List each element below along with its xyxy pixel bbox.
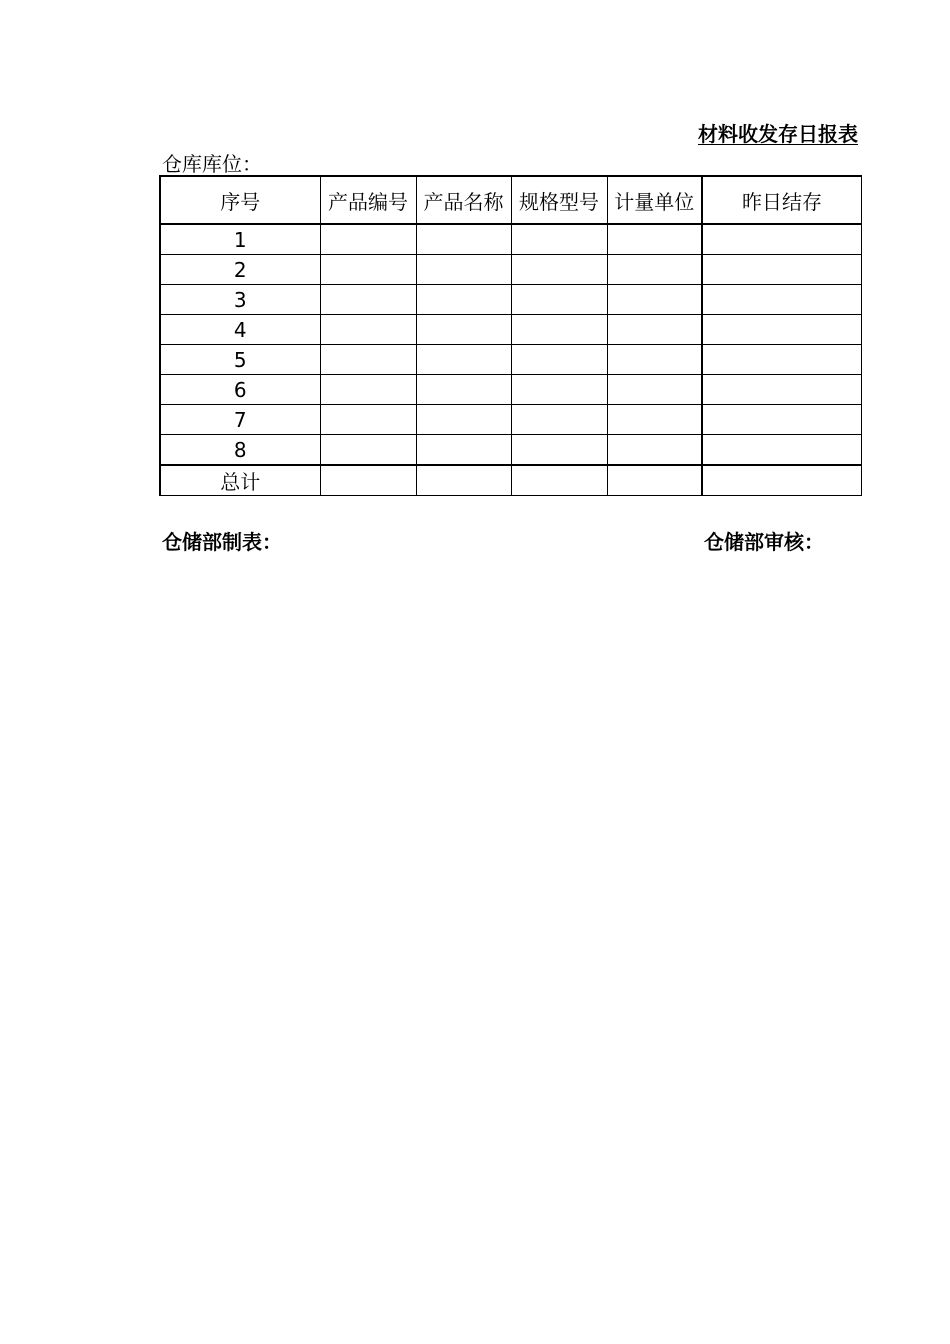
table-cell[interactable] [607, 255, 702, 285]
table-cell[interactable] [511, 345, 607, 375]
table-cell[interactable] [416, 255, 511, 285]
table-cell[interactable] [702, 465, 862, 496]
row-serial-cell: 4 [160, 315, 320, 345]
table-cell[interactable] [607, 224, 702, 255]
table-cell[interactable] [511, 255, 607, 285]
header-cell-spec-model: 规格型号 [511, 176, 607, 224]
table-cell[interactable] [702, 255, 862, 285]
table-total-row [160, 465, 862, 496]
table-cell[interactable] [416, 224, 511, 255]
table-row [160, 375, 862, 405]
report-title: 材料收发存日报表 [698, 122, 858, 146]
table-cell[interactable] [416, 375, 511, 405]
header-cell-product-name: 产品名称 [416, 176, 511, 224]
table-cell[interactable] [320, 315, 416, 345]
table-cell[interactable] [320, 345, 416, 375]
table-cell[interactable] [702, 435, 862, 466]
table-row [160, 315, 862, 345]
table-cell[interactable] [607, 345, 702, 375]
table-cell[interactable] [416, 285, 511, 315]
warehouse-location-label: 仓库库位： [162, 152, 262, 176]
table-cell[interactable] [416, 435, 511, 466]
reviewed-by-label: 仓储部审核： [704, 530, 824, 554]
row-serial-cell: 7 [160, 405, 320, 435]
table-row [160, 285, 862, 315]
row-serial-cell: 8 [160, 435, 320, 466]
row-serial-cell: 1 [160, 224, 320, 255]
table-cell[interactable] [320, 405, 416, 435]
table-cell[interactable] [607, 285, 702, 315]
title-clip [690, 114, 861, 148]
table-cell[interactable] [702, 285, 862, 315]
table-cell[interactable] [320, 285, 416, 315]
header-cell-product-code: 产品编号 [320, 176, 416, 224]
table-cell[interactable] [416, 345, 511, 375]
table-cell[interactable] [702, 375, 862, 405]
table-cell[interactable] [702, 405, 862, 435]
row-serial-cell: 5 [160, 345, 320, 375]
table-cell[interactable] [607, 435, 702, 466]
table-cell[interactable] [607, 405, 702, 435]
table-cell[interactable] [607, 315, 702, 345]
table-cell[interactable] [511, 224, 607, 255]
table-cell[interactable] [320, 435, 416, 466]
report-table [159, 175, 862, 496]
table-row [160, 435, 862, 466]
table-cell[interactable] [511, 315, 607, 345]
row-serial-cell: 3 [160, 285, 320, 315]
table-cell[interactable] [511, 405, 607, 435]
table-cell[interactable] [320, 224, 416, 255]
table-cell[interactable] [511, 375, 607, 405]
table-cell[interactable] [702, 224, 862, 255]
table-cell[interactable] [320, 255, 416, 285]
table-cell[interactable] [511, 465, 607, 496]
table-cell[interactable] [702, 345, 862, 375]
table-cell[interactable] [416, 315, 511, 345]
header-cell-serial: 序号 [160, 176, 320, 224]
table-row [160, 405, 862, 435]
row-serial-cell: 6 [160, 375, 320, 405]
table-cell[interactable] [511, 435, 607, 466]
table-cell[interactable] [607, 375, 702, 405]
total-label-cell: 总计 [160, 465, 320, 496]
table-cell[interactable] [702, 315, 862, 345]
prepared-by-label: 仓储部制表： [162, 530, 282, 554]
table-cell[interactable] [320, 375, 416, 405]
table-row [160, 345, 862, 375]
table-cell[interactable] [511, 285, 607, 315]
header-cell-unit: 计量单位 [607, 176, 702, 224]
table-cell[interactable] [416, 405, 511, 435]
table-cell[interactable] [416, 465, 511, 496]
header-cell-previous-balance: 昨日结存 [702, 176, 862, 224]
table-cell[interactable] [320, 465, 416, 496]
table-cell[interactable] [607, 465, 702, 496]
table-header-row [160, 176, 862, 224]
row-serial-cell: 2 [160, 255, 320, 285]
table-row [160, 224, 862, 255]
report-table-viewport [158, 174, 862, 496]
table-row [160, 255, 862, 285]
